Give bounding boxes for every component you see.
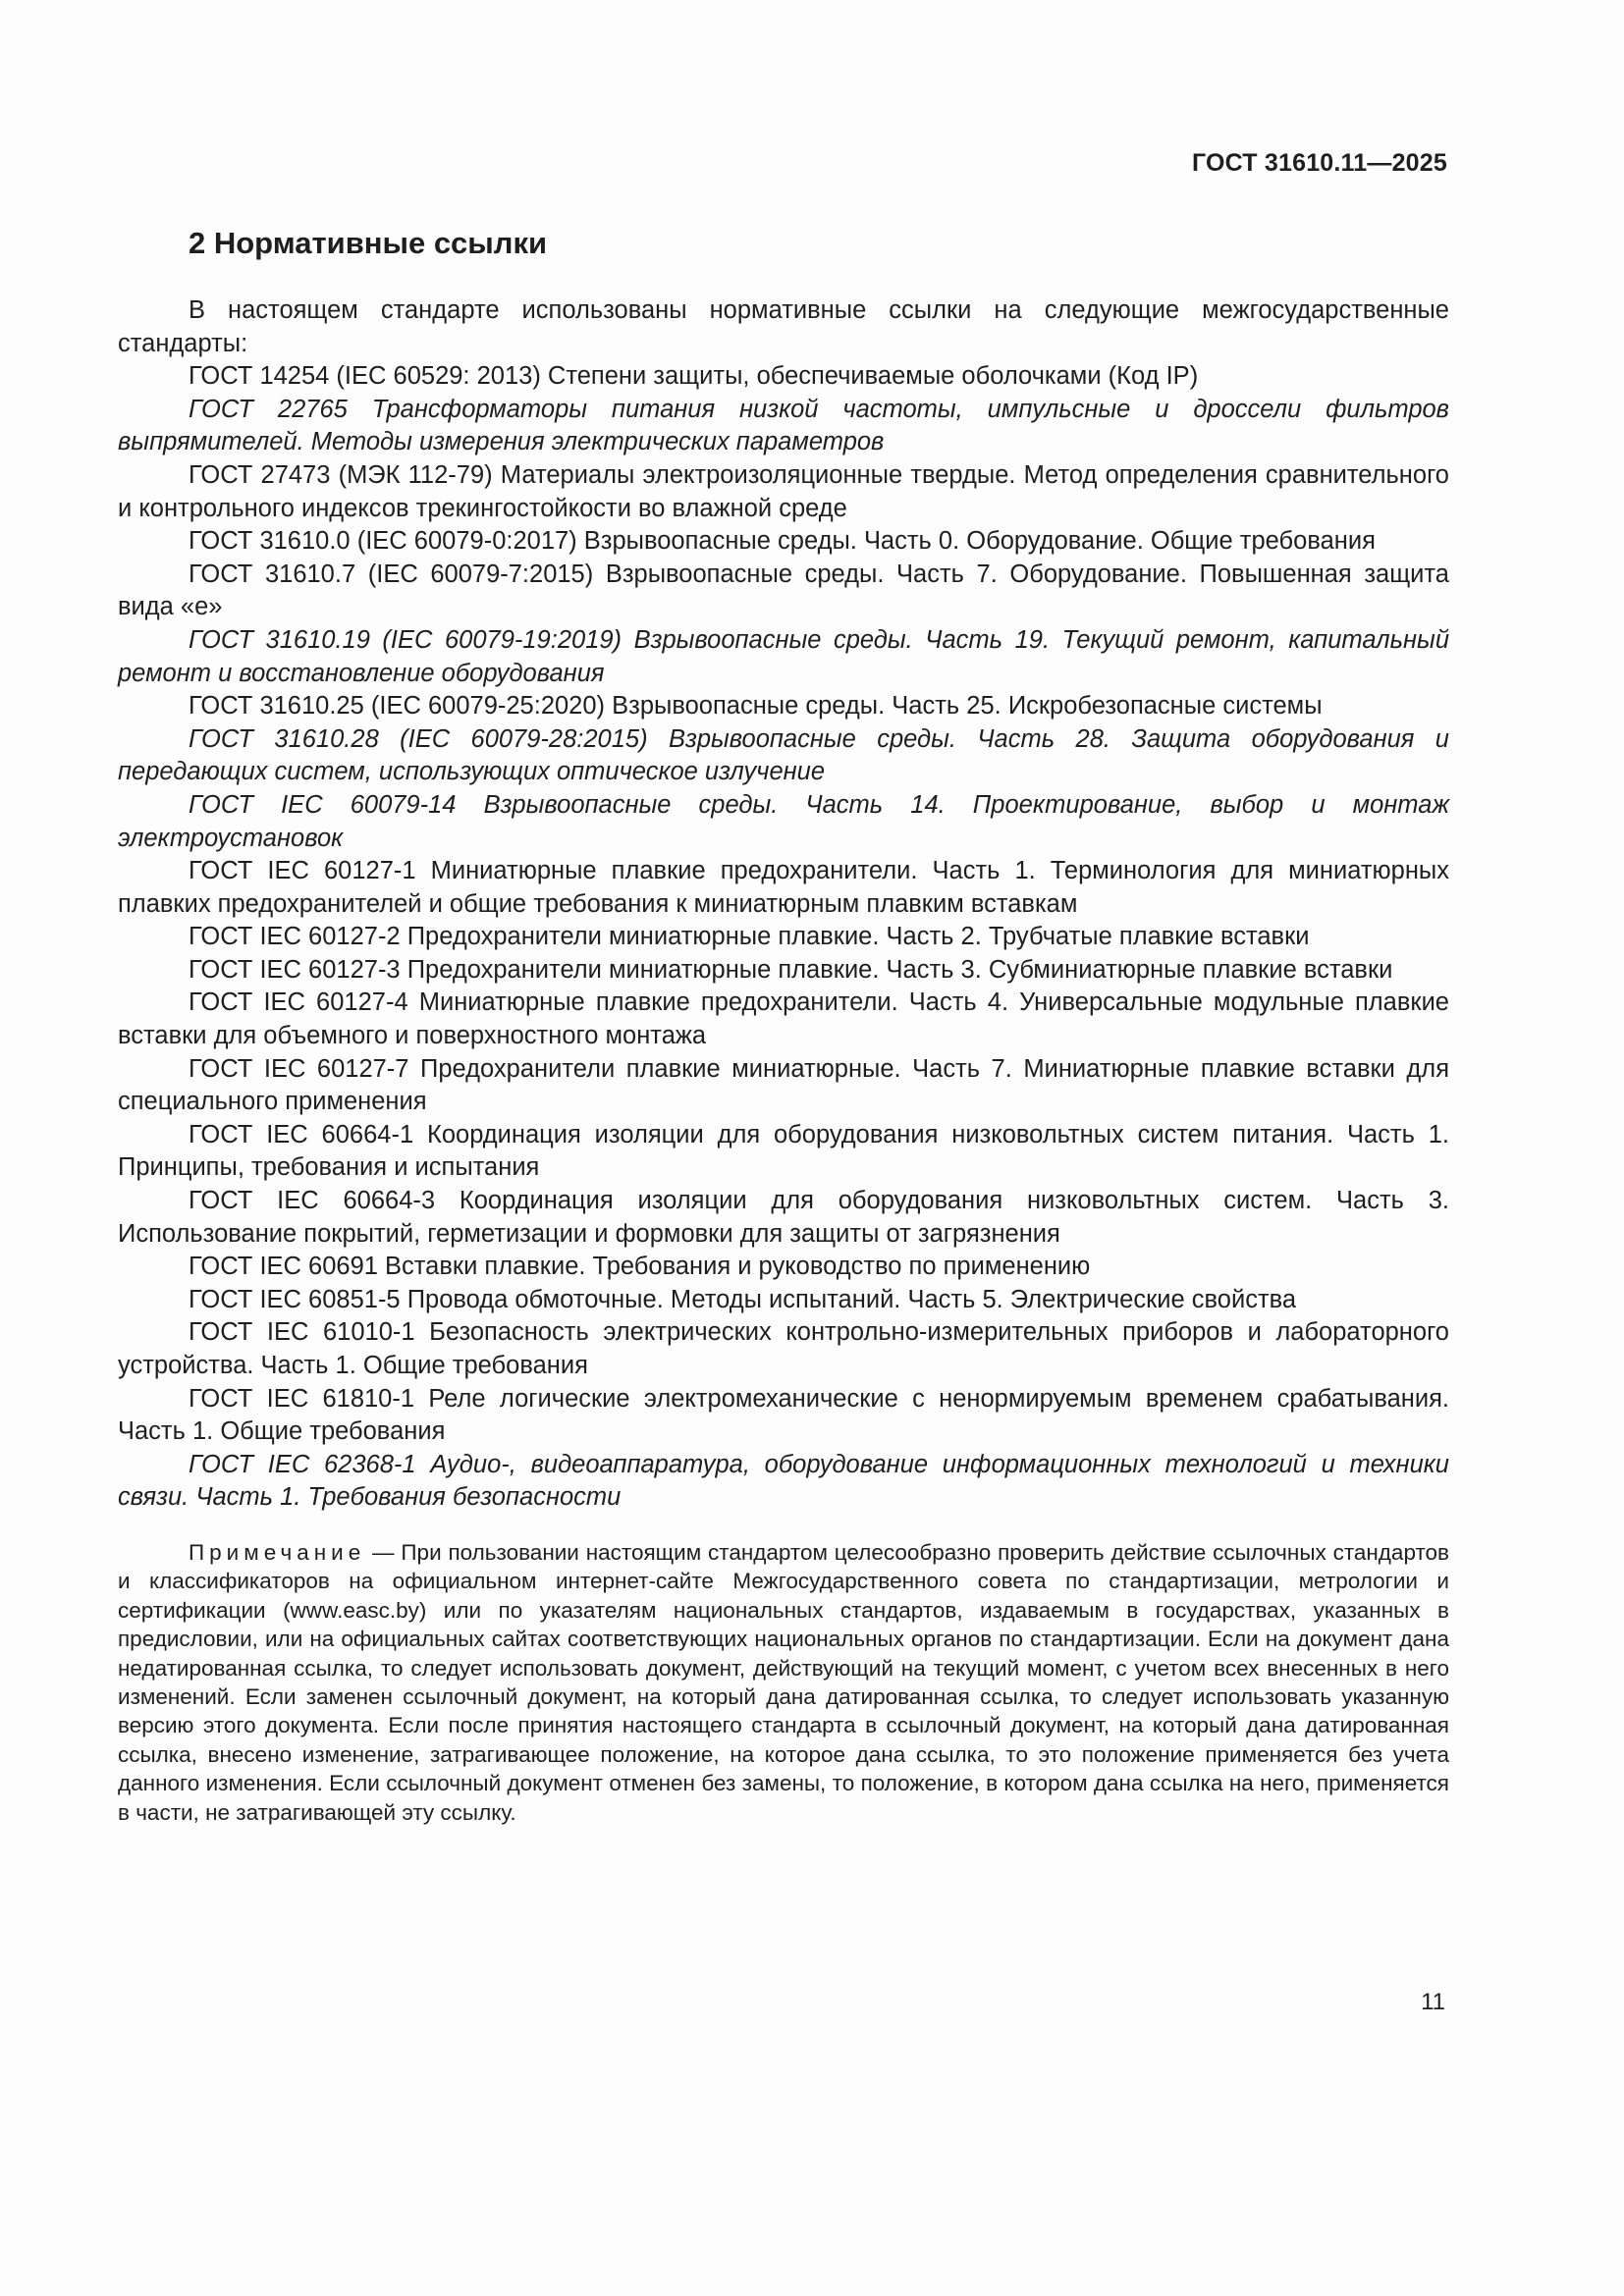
reference-item: ГОСТ 27473 (МЭК 112-79) Материалы электроизоляционные твердые. Метод определения сравнительного и контрольного индексов трекингостойкости во влажной среде <box>118 460 1449 522</box>
reference-item: ГОСТ IEC 60664-3 Координация изоляции для оборудования низковольтных систем. Часть 3. Использование покрытий, герметизации и формовки для защиты от загрязнения <box>118 1187 1449 1248</box>
reference-item: ГОСТ IEC 62368-1 Аудио-, видеоаппаратура, оборудование информационных технологий и техники связи. Часть 1. Требования безопасности <box>118 1450 1449 1512</box>
reference-item: ГОСТ IEC 60127-4 Миниатюрные плавкие предохранители. Часть 4. Универсальные модульные плавкие вставки для объемного и поверхностного монтажа <box>118 988 1449 1050</box>
normative-references-list <box>118 294 1449 1515</box>
reference-item: ГОСТ IEC 60127-2 Предохранители миниатюрные плавкие. Часть 2. Трубчатые плавкие вставки <box>189 923 1310 951</box>
reference-item: ГОСТ IEC 60127-7 Предохранители плавкие миниатюрные. Часть 7. Миниатюрные плавкие вставки для специального применения <box>118 1054 1449 1116</box>
reference-item: ГОСТ 31610.7 (IEC 60079-7:2015) Взрывоопасные среды. Часть 7. Оборудование. Повышенная защита вида «е» <box>118 560 1449 621</box>
reference-item: ГОСТ IEC 60127-3 Предохранители миниатюрные плавкие. Часть 3. Субминиатюрные плавкие вставки <box>189 955 1393 984</box>
note-paragraph <box>118 1538 1449 1827</box>
page-content <box>118 224 1449 1849</box>
reference-item: ГОСТ IEC 60079-14 Взрывоопасные среды. Часть 14. Проектирование, выбор и монтаж электроустановок <box>118 790 1449 852</box>
reference-item: ГОСТ 31610.28 (IEC 60079-28:2015) Взрывоопасные среды. Часть 28. Защита оборудования и передающих систем, использующих оптическое излучение <box>118 724 1449 786</box>
reference-item: ГОСТ IEC 61810-1 Реле логические электромеханические с ненормируемым временем срабатывания. Часть 1. Общие требования <box>118 1384 1449 1446</box>
reference-item: ГОСТ IEC 60691 Вставки плавкие. Требования и руководство по применению <box>189 1253 1091 1281</box>
reference-item: ГОСТ IEC 60851-5 Провода обмоточные. Методы испытаний. Часть 5. Электрические свойства <box>189 1285 1297 1313</box>
page-number: 11 <box>1421 1989 1445 2015</box>
reference-item: ГОСТ 14254 (IEC 60529: 2013) Степени защиты, обеспечиваемые оболочками (Код IP) <box>189 362 1199 391</box>
reference-item: ГОСТ IEC 61010-1 Безопасность электрических контрольно-измерительных приборов и лабораторного устройства. Часть 1. Общие требования <box>118 1318 1449 1379</box>
references-container <box>118 360 1449 1515</box>
note-label: Примечание <box>189 1539 366 1565</box>
intro-paragraph: В настоящем стандарте использованы нормативные ссылки на следующие межгосударственные стандарты: <box>118 296 1449 357</box>
reference-item: ГОСТ 22765 Трансформаторы питания низкой частоты, импульсные и дроссели фильтров выпрямителей. Методы измерения электрических параметров <box>118 395 1449 456</box>
reference-item: ГОСТ 31610.0 (IEC 60079-0:2017) Взрывоопасные среды. Часть 0. Оборудование. Общие требования <box>189 527 1376 556</box>
section-heading: 2 Нормативные ссылки <box>189 226 548 260</box>
reference-item: ГОСТ 31610.19 (IEC 60079-19:2019) Взрывоопасные среды. Часть 19. Текущий ремонт, капитальный ремонт и восстановление оборудования <box>118 625 1449 687</box>
document-code: ГОСТ 31610.11—2025 <box>1191 149 1447 177</box>
note-text: — При пользовании настоящим стандартом целесообразно проверить действие ссылочных стандартов и классификаторов на официальном интернет-сайте Межгосударственного совета по стандартизации, метрологии и сертификации (www.easc.by) или по указателям национальных стандартов, издаваемым в государствах, указанных в предисловии, или на официальных сайтах соответствующих национальных органов по стандартизации. Если на документ дана недатированная ссылка, то следует использовать документ, действующий на текущий момент, с учетом всех внесенных в него изменений. Если заменен ссылочный документ, на который дана датированная ссылка, то следует использовать указанную версию этого документа. Если после принятия настоящего стандарта в ссылочный документ, на который дана датированная ссылка, внесено изменение, затрагивающее положение, на которое дана ссылка, то это положение применяется без учета данного изменения. Если ссылочный документ отменен без замены, то положение, в котором дана ссылка на него, применяется в части, не затрагивающей эту ссылку. <box>118 1539 1449 1825</box>
reference-item: ГОСТ 31610.25 (IEC 60079-25:2020) Взрывоопасные среды. Часть 25. Искробезопасные системы <box>189 692 1323 721</box>
reference-item: ГОСТ IEC 60127-1 Миниатюрные плавкие предохранители. Часть 1. Терминология для миниатюрных плавких предохранителей и общие требования к миниатюрным плавким вставкам <box>118 857 1449 918</box>
reference-item: ГОСТ IEC 60664-1 Координация изоляции для оборудования низковольтных систем питания. Часть 1. Принципы, требования и испытания <box>118 1120 1449 1182</box>
